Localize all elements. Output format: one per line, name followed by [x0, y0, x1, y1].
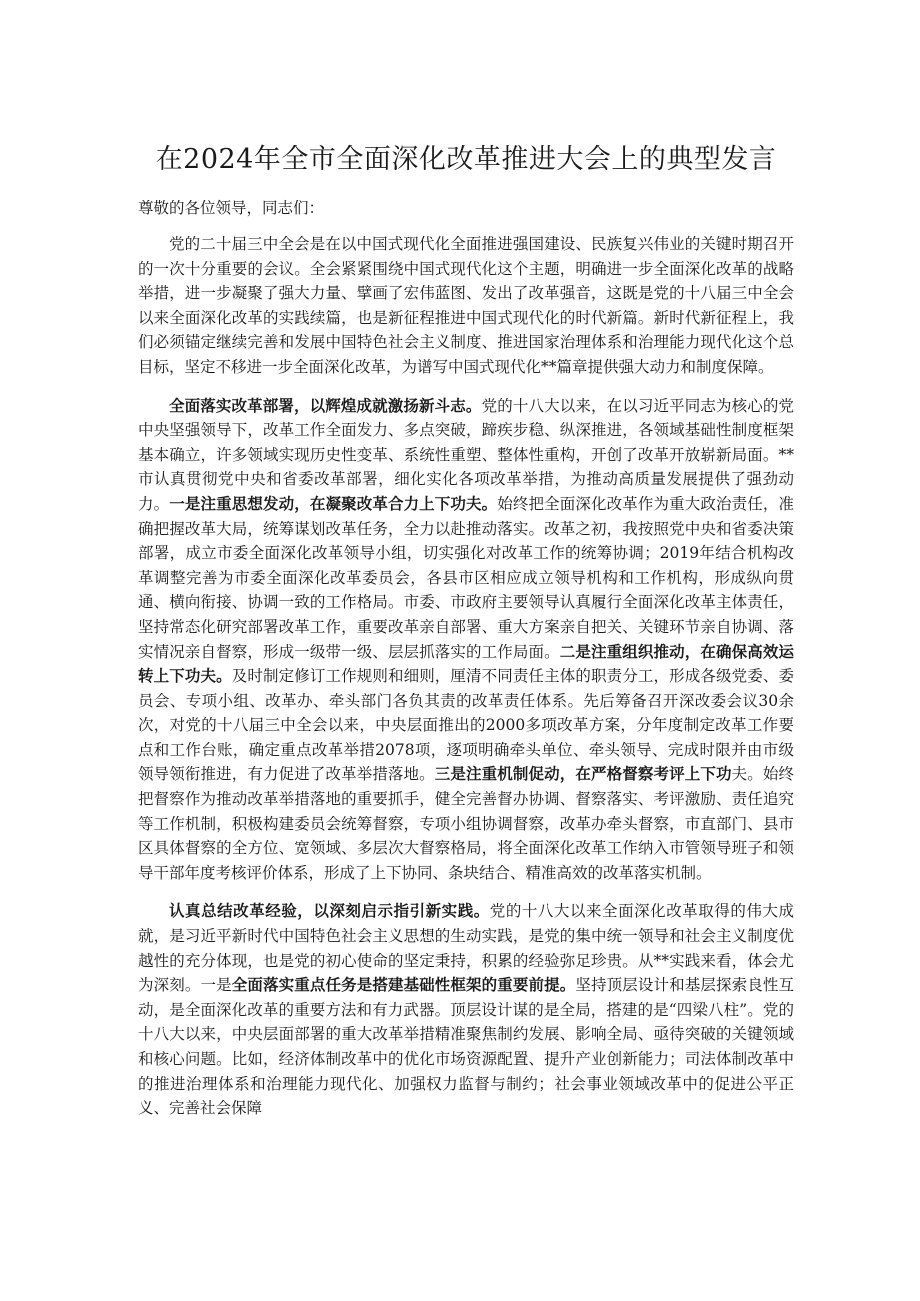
point-heading: 三是注重机制促动，在严格督察考评上下功: [434, 764, 732, 784]
paragraph-text: 始终把全面深化改革作为重大政治责任，准确把握改革大局，统筹谋划改革任务，全力以赴推动落实。改革之初，我按照党中央和省委决策部署，成立市委全面深化改革领导小组，切实强化对改革工作的统筹协调；2019年结合机构改革调整完善为市委全面深化改革委员会，各县市区相应成立领导机构和工作机构，形成纵向贯通、横向衔接、协调一致的工作格局。市委、市政府主要领导认真履行全面深化改革主体责任，坚持常态化研究部署改革工作，重要改革亲自部署、重大方案亲自把关、关键环节亲自协调、落实情况亲自督察，形成一级带一级、层层抓落实的工作局面。: [138, 494, 794, 661]
paragraph-text: 夫。始终把督察作为推动改革举措落地的重要抓手，健全完善督办协调、督察落实、考评激励、责任追究等工作机制，积极构建委员会统筹督察，专项小组协调督察，改革办牵头督察，市直部门、县市区具体督察的全方位、宽领域、多层次大督察格局，将全面深化改革工作纳入市管领导班子和领导干部年度考核评价体系，形成了上下协同、条块结合、精准高效的改革落实机制。: [138, 765, 794, 882]
point-heading: 二是注重组织推动，在确保高效运转上下功夫。: [138, 641, 794, 686]
paragraph-reform-experience: [138, 899, 794, 1120]
section-heading: 认真总结改革经验，以深刻启示指引新实践。: [169, 901, 490, 921]
document-page: [138, 140, 794, 1121]
paragraph-text: 及时制定修订工作规则和细则，厘清不同责任主体的职责分工，形成各级党委、委员会、专项小组、改革办、牵头部门各负其责的改革责任体系。先后筹备召开深改委会议30余次，对党的十八届三中全会以来，中央层面推出的2000多项改革方案，分年度制定改革工作要点和工作台账，确定重点改革举措2078项，逐项明确牵头单位、牵头领导、完成时限并由市级领导领衔推进，有力促进了改革举措落地。: [138, 667, 794, 784]
paragraph-reform-deployment: [138, 394, 794, 886]
section-heading: 全面落实改革部署，以辉煌成就激扬新斗志。: [169, 395, 482, 415]
paragraph-text: 坚持顶层设计和基层探索良性互动，是全面深化改革的重要方法和有力武器。顶层设计谋的是全局，搭建的是“四梁八柱”。党的十八大以来，中央层面部署的重大改革举措精准聚焦制约发展、影响全局、亟待突破的关键领域和核心问题。比如，经济体制改革中的优化市场资源配置、提升产业创新能力；司法体制改革中的推进治理体系和治理能力现代化、加强权力监督与制约；社会事业领域改革中的促进公平正义、完善社会保障: [138, 976, 794, 1118]
paragraph-intro: 党的二十届三中全会是在以中国式现代化全面推进强国建设、民族复兴伟业的关键时期召开的一次十分重要的会议。全会紧紧围绕中国式现代化这个主题，明确进一步全面深化改革的战略举措，进一步凝聚了强大力量、擘画了宏伟蓝图、发出了改革强音，这既是党的十八届三中全会以来全面深化改革的实践续篇，也是新征程推进中国式现代化的时代新篇。新时代新征程上，我们必须锚定继续完善和发展中国特色社会主义制度、推进国家治理体系和治理能力现代化这个总目标，坚定不移进一步全面深化改革，为谱写中国式现代化**篇章提供强大动力和制度保障。: [138, 235, 794, 376]
paragraph-text: 党的十八大以来全面深化改革取得的伟大成就，是习近平新时代中国特色社会主义思想的生动实践，是党的集中统一领导和社会主义制度优越性的充分体现，也是党的初心使命的坚定秉持，积累的经验弥足珍贵。从**实践来看，体会尤为深刻。一是: [138, 902, 794, 995]
salutation: 尊敬的各位领导，同志们：: [138, 199, 325, 217]
paragraph-text: 党的十八大以来，在以习近平同志为核心的党中央坚强领导下，改革工作全面发力、多点突破，蹄疾步稳、纵深推进，各领域基础性制度框架基本确立，许多领域实现历史性变革、系统性重塑、整体性重构，开创了改革开放崭新局面。**市认真贯彻党中央和省委改革部署，细化实化各项改革举措，为推动高质量发展提供了强劲动力。: [138, 396, 794, 513]
point-heading: 全面落实重点任务是搭建基础性框架的重要前提。: [231, 975, 576, 995]
document-title: 在2024年全市全面深化改革推进大会上的典型发言: [155, 144, 777, 175]
point-heading: 一是注重思想发动，在凝聚改革合力上下功夫。: [169, 493, 498, 513]
